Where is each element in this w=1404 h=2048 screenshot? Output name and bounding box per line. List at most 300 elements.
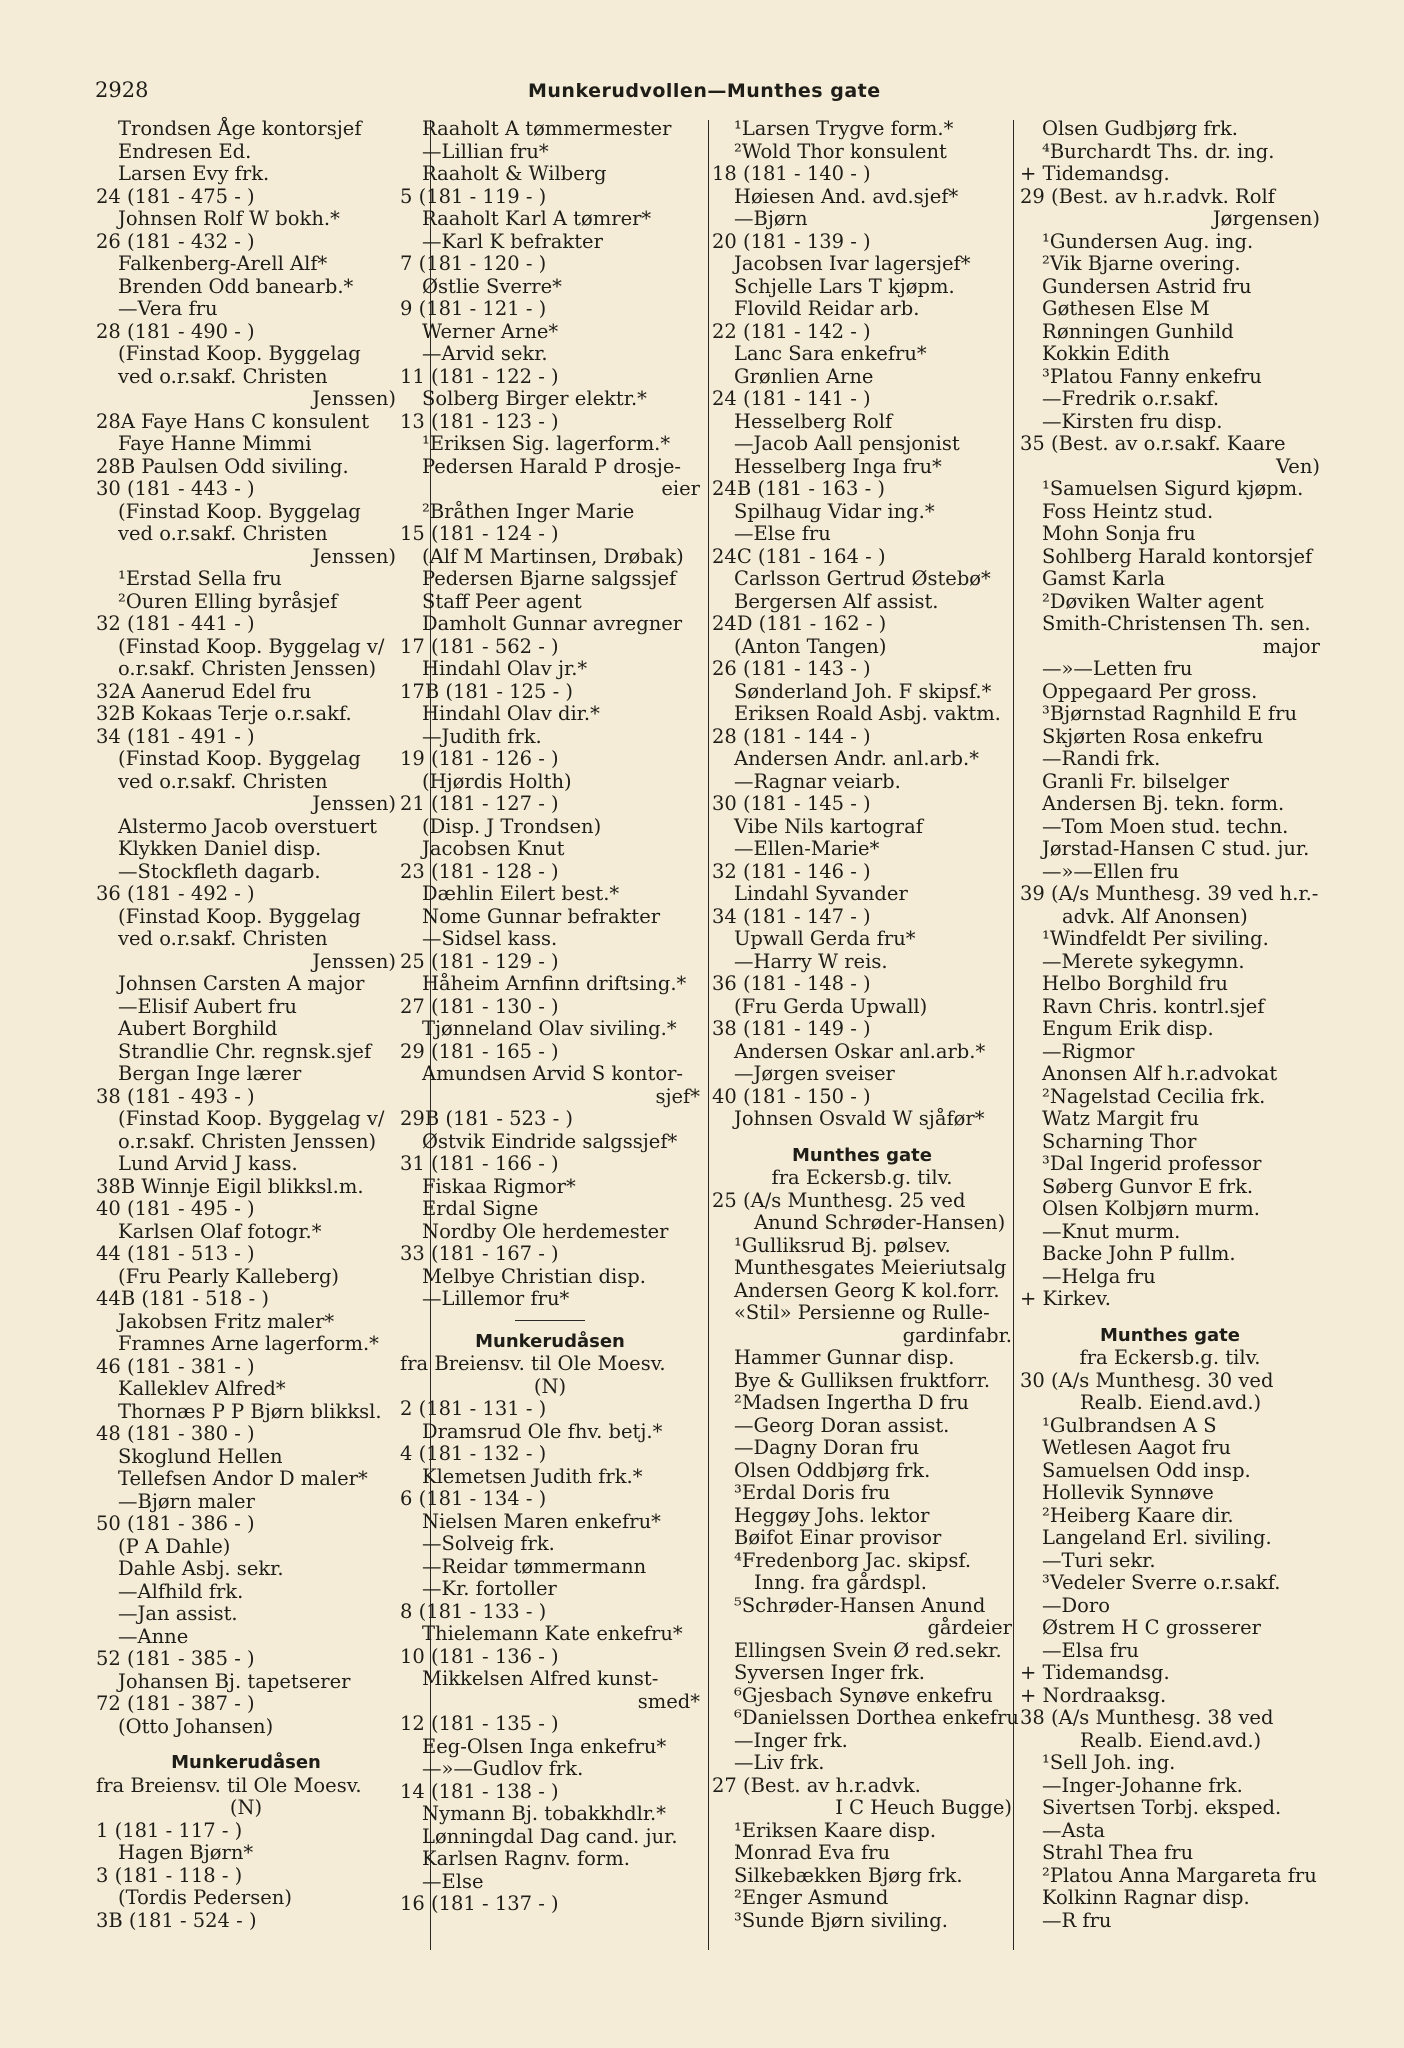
directory-line: Brenden Odd banearb.*: [118, 274, 354, 298]
directory-line: Dæhlin Eilert best.*: [422, 882, 620, 905]
directory-line: 17B (181 - 125 - ): [400, 679, 573, 703]
directory-line: (Fru Gerda Upwall): [734, 994, 928, 1018]
directory-line: 25 (181 - 129 - ): [400, 949, 559, 973]
directory-line: —Helga fru: [1042, 1264, 1156, 1288]
directory-line: Hammer Gunnar disp.: [734, 1346, 955, 1369]
directory-line: ved o.r.sakf. Christen: [118, 769, 328, 793]
directory-line: ¹Larsen Trygve form.*: [734, 117, 954, 140]
directory-line: 6 (181 - 134 - ): [400, 1487, 547, 1510]
directory-line: 28A Faye Hans C konsulent: [96, 409, 370, 433]
directory-line: —Elsa fru: [1042, 1638, 1139, 1662]
directory-line: 22 (181 - 142 - ): [712, 319, 871, 343]
directory-line: Andersen Georg K kol.forr.: [734, 1278, 1000, 1302]
directory-line: Anund Schrøder-Hansen): [754, 1211, 1006, 1234]
directory-line: Johnsen Osvald W sjåfør*: [734, 1107, 985, 1130]
directory-line: Watz Margit fru: [1042, 1107, 1200, 1130]
directory-line: 30 (181 - 443 - ): [96, 477, 255, 500]
directory-line: —Lillian fru*: [422, 139, 549, 163]
directory-line: Ven): [1276, 454, 1320, 478]
directory-line: ²Heiberg Kaare dir.: [1042, 1503, 1234, 1527]
directory-line: Hindahl Olav jr.*: [422, 657, 588, 680]
directory-line: ⁶Danielssen Dorthea enkefru: [734, 1706, 1019, 1729]
directory-line: + Nordraaksg.: [1020, 1683, 1167, 1707]
directory-line: ³Erdal Doris fru: [734, 1481, 891, 1504]
directory-line: Sivertsen Torbj. eksped.: [1042, 1796, 1282, 1819]
directory-line: 28 (181 - 490 - ): [96, 319, 255, 343]
directory-line: 72 (181 - 387 - ): [96, 1692, 255, 1715]
directory-line: ³Vedeler Sverre o.r.sakf.: [1042, 1571, 1281, 1594]
directory-line: —Inger frk.: [734, 1728, 848, 1752]
spacer: [96, 1738, 396, 1752]
directory-line: Faye Hanne Mimmi: [118, 432, 312, 455]
directory-line: 24B (181 - 163 - ): [712, 477, 885, 500]
directory-line: Larsen Evy frk.: [118, 162, 270, 185]
directory-line: —Inger-Johanne frk.: [1042, 1773, 1243, 1797]
directory-line: —Asta: [1042, 1818, 1106, 1842]
directory-line: Upwall Gerda fru*: [734, 927, 916, 950]
directory-line: 24 (181 - 475 - ): [96, 184, 255, 208]
directory-line: —»—Letten fru: [1042, 657, 1193, 680]
directory-line: Solberg Birger elektr.*: [422, 387, 647, 410]
directory-line: ¹Gundersen Aug. ing.: [1042, 229, 1254, 253]
directory-line: 30 (A/s Munthesg. 30 ved: [1020, 1368, 1274, 1392]
directory-line: 44 (181 - 513 - ): [96, 1242, 255, 1265]
directory-line: (P A Dahle): [118, 1534, 231, 1558]
directory-line: Østvik Eindride salgssjef*: [422, 1129, 678, 1153]
directory-line: Endresen Ed.: [118, 139, 252, 163]
directory-line: (Hjørdis Holth): [422, 769, 572, 793]
directory-line: 39 (A/s Munthesg. 39 ved h.r.-: [1020, 882, 1319, 905]
directory-line: Flovild Reidar arb.: [734, 297, 920, 320]
directory-line: Dahle Asbj. sekr.: [118, 1557, 284, 1580]
directory-line: ved o.r.sakf. Christen: [118, 522, 328, 545]
directory-line: Eeg-Olsen Inga enkefru*: [422, 1734, 667, 1758]
directory-line: 48 (181 - 380 - ): [96, 1422, 255, 1445]
directory-line: —Rigmor: [1042, 1039, 1135, 1063]
directory-line: 9 (181 - 121 - ): [400, 297, 547, 320]
directory-line: Høiesen And. avd.sjef*: [734, 184, 959, 208]
directory-line: (Finstad Koop. Byggelag: [118, 904, 361, 928]
directory-line: 38 (181 - 149 - ): [712, 1017, 871, 1040]
directory-line: (Finstad Koop. Byggelag v/: [118, 1107, 385, 1130]
directory-line: 38B Winnje Eigil blikksl.m.: [96, 1174, 364, 1198]
directory-line: 34 (181 - 147 - ): [712, 904, 871, 928]
directory-line: —Jan assist.: [118, 1602, 238, 1625]
directory-line: Bøifot Einar provisor: [734, 1526, 942, 1549]
directory-line: ⁵Schrøder-Hansen Anund: [734, 1593, 986, 1617]
directory-line: Wetlesen Aagot fru: [1042, 1436, 1231, 1459]
directory-line: ³Dal Ingerid professor: [1042, 1152, 1262, 1175]
directory-line: 26 (181 - 432 - ): [96, 229, 255, 253]
directory-line: Foss Heintz stud.: [1042, 499, 1214, 523]
directory-line: 29B (181 - 523 - ): [400, 1107, 573, 1130]
directory-line: Klykken Daniel disp.: [118, 837, 322, 860]
directory-line: Sohlberg Harald kontorsjef: [1042, 544, 1313, 568]
directory-line: Realb. Eiend.avd.): [1080, 1728, 1262, 1752]
directory-line: Syversen Inger frk.: [734, 1661, 925, 1684]
directory-line: —Jørgen sveiser: [734, 1062, 895, 1085]
directory-line: (Finstad Koop. Byggelag: [118, 342, 361, 365]
directory-line: —Lillemor fru*: [422, 1287, 570, 1310]
directory-line: 10 (181 - 136 - ): [400, 1644, 559, 1668]
directory-line: o.r.sakf. Christen Jenssen): [118, 657, 377, 680]
directory-line: (N): [229, 1796, 263, 1819]
directory-line: Jakobsen Fritz maler*: [118, 1309, 335, 1333]
directory-line: 16 (181 - 137 - ): [400, 1892, 559, 1915]
directory-line: Amundsen Arvid S kontor-: [422, 1062, 683, 1085]
directory-line: 35 (Best. av o.r.sakf. Kaare: [1020, 432, 1286, 455]
directory-line: Spilhaug Vidar ing.*: [734, 499, 935, 523]
directory-line: Jenssen): [312, 949, 396, 973]
street-heading: Munthes gate: [1100, 1324, 1240, 1346]
directory-line: Heggøy Johs. lektor: [734, 1503, 930, 1527]
directory-line: Silkebækken Bjørg frk.: [734, 1863, 963, 1887]
directory-line: Strandlie Chr. regnsk.sjef: [118, 1039, 372, 1063]
directory-line: advk. Alf Anonsen): [1062, 904, 1248, 928]
directory-line: Backe John P fullm.: [1042, 1242, 1236, 1265]
directory-line: Scharning Thor: [1042, 1129, 1197, 1153]
directory-line: Granli Fr. bilselger: [1042, 769, 1229, 793]
directory-line: Framnes Arne lagerform.*: [118, 1332, 379, 1355]
column-2: [400, 118, 700, 1916]
directory-line: 27 (181 - 130 - ): [400, 994, 559, 1018]
directory-line: —»—Gudlov frk.: [422, 1757, 584, 1780]
directory-line: ¹Eriksen Kaare disp.: [734, 1818, 937, 1842]
directory-line: 29 (181 - 165 - ): [400, 1039, 559, 1063]
directory-line: Gamst Karla: [1042, 567, 1166, 590]
directory-line: eier: [661, 477, 700, 500]
directory-line: Thornæs P P Bjørn blikksl.: [118, 1399, 382, 1423]
directory-line: Werner Arne*: [422, 319, 559, 343]
directory-line: ved o.r.sakf. Christen: [118, 364, 328, 388]
directory-line: sjef*: [655, 1084, 700, 1108]
directory-line: 5 (181 - 119 - ): [400, 184, 547, 208]
directory-line: —Jacob Aall pensjonist: [734, 432, 960, 455]
directory-line: —Dagny Doran fru: [734, 1436, 920, 1459]
directory-line: Thielemann Kate enkefru*: [422, 1622, 683, 1645]
directory-line: fra Eckersb.g. tilv.: [771, 1166, 953, 1189]
directory-line: Hesselberg Inga fru*: [734, 454, 942, 478]
directory-line: ³Bjørnstad Ragnhild E fru: [1042, 702, 1298, 725]
directory-line: (Tordis Pedersen): [118, 1886, 292, 1909]
directory-line: Bergan Inge lærer: [118, 1062, 302, 1085]
directory-line: —Elisif Aubert fru: [118, 994, 297, 1018]
directory-line: 20 (181 - 139 - ): [712, 229, 871, 253]
directory-line: Fiskaa Rigmor*: [422, 1174, 576, 1198]
directory-line: —Ellen-Marie*: [734, 837, 880, 860]
directory-line: Trondsen Åge kontorsjef: [118, 117, 362, 140]
directory-line: Aubert Borghild: [118, 1017, 278, 1040]
directory-line: ²Bråthen Inger Marie: [422, 499, 635, 523]
directory-line: —Anne: [118, 1624, 189, 1648]
directory-line: ¹Eriksen Sig. lagerform.*: [422, 432, 671, 455]
directory-line: Pedersen Bjarne salgssjef: [422, 567, 677, 590]
column-1: [96, 118, 396, 1932]
directory-line: Strahl Thea fru: [1042, 1841, 1194, 1864]
directory-line: 31 (181 - 166 - ): [400, 1152, 559, 1175]
directory-line: —Judith frk.: [422, 724, 542, 748]
directory-line: Alstermo Jacob overstuert: [118, 814, 377, 838]
directory-line: 2 (181 - 131 - ): [400, 1397, 547, 1420]
directory-line: —Knut murm.: [1042, 1219, 1181, 1243]
directory-line: —Randi frk.: [1042, 747, 1161, 770]
directory-line: ²Vik Bjarne overing.: [1042, 252, 1241, 275]
directory-line: Olsen Kolbjørn murm.: [1042, 1197, 1260, 1220]
directory-line: Bergersen Alf assist.: [734, 589, 939, 613]
directory-line: Jenssen): [312, 387, 396, 410]
directory-line: Søberg Gunvor E frk.: [1042, 1174, 1254, 1198]
directory-line: 34 (181 - 491 - ): [96, 724, 255, 748]
directory-line: Nome Gunnar befrakter: [422, 904, 661, 928]
directory-line: Tjønneland Olav siviling.*: [422, 1017, 677, 1040]
directory-line: —Bjørn maler: [118, 1489, 255, 1513]
directory-line: —Sidsel kass.: [422, 927, 558, 950]
directory-line: Raaholt A tømmermester: [422, 117, 672, 140]
directory-line: —Alfhild frk.: [118, 1579, 244, 1603]
directory-line: Rønningen Gunhild: [1042, 319, 1234, 343]
directory-line: ¹Erstad Sella fru: [118, 567, 282, 590]
page-number: 2928: [95, 78, 149, 102]
directory-line: Jenssen): [312, 792, 396, 815]
directory-line: 38 (A/s Munthesg. 38 ved: [1020, 1706, 1274, 1729]
directory-line: Østlie Sverre*: [422, 274, 562, 298]
directory-line: 24D (181 - 162 - ): [712, 612, 887, 635]
directory-line: (Disp. J Trondsen): [422, 814, 602, 838]
directory-line: Falkenberg-Arell Alf*: [118, 252, 328, 275]
column-divider-2: [708, 120, 709, 1950]
directory-line: Pedersen Harald P drosje-: [422, 454, 681, 478]
directory-line: Mikkelsen Alfred kunst-: [422, 1667, 659, 1690]
directory-line: Andersen Bj. tekn. form.: [1042, 792, 1285, 815]
directory-line: ²Platou Anna Margareta fru: [1042, 1863, 1317, 1887]
directory-line: —Reidar tømmermann: [422, 1554, 647, 1578]
directory-line: Lanc Sara enkefru*: [734, 342, 927, 365]
directory-line: Karlsen Olaf fotogr.*: [118, 1219, 322, 1243]
directory-line: 21 (181 - 127 - ): [400, 792, 559, 815]
directory-line: 32A Aanerud Edel fru: [96, 679, 312, 703]
directory-line: 13 (181 - 123 - ): [400, 409, 559, 433]
directory-line: (Finstad Koop. Byggelag: [118, 499, 361, 523]
directory-line: Langeland Erl. siviling.: [1042, 1526, 1272, 1549]
directory-line: Schjelle Lars T kjøpm.: [734, 274, 955, 298]
directory-line: 24 (181 - 141 - ): [712, 387, 871, 410]
directory-line: (Finstad Koop. Byggelag: [118, 747, 361, 770]
directory-line: —Tom Moen stud. techn.: [1042, 814, 1289, 838]
directory-line: —Fredrik o.r.sakf.: [1042, 387, 1220, 410]
directory-line: 27 (Best. av h.r.advk.: [712, 1773, 921, 1797]
street-heading: Munthes gate: [792, 1144, 932, 1166]
directory-line: «Stil» Persienne og Rulle-: [734, 1301, 990, 1324]
directory-line: Nielsen Maren enkefru*: [422, 1509, 661, 1533]
street-heading: Munkerudåsen: [171, 1752, 321, 1773]
directory-line: Andersen Andr. anl.arb.*: [734, 747, 979, 770]
directory-line: Olsen Gudbjørg frk.: [1042, 117, 1238, 140]
directory-line: Helbo Borghild fru: [1042, 972, 1228, 995]
directory-line: 19 (181 - 126 - ): [400, 747, 559, 770]
directory-line: 50 (181 - 386 - ): [96, 1512, 255, 1535]
directory-line: 8 (181 - 133 - ): [400, 1599, 547, 1623]
directory-line: —Solveig frk.: [422, 1532, 555, 1555]
directory-line: Raaholt Karl A tømrer*: [422, 207, 652, 230]
directory-line: Lund Arvid J kass.: [118, 1152, 298, 1175]
directory-line: + Tidemandsg.: [1020, 162, 1170, 185]
directory-line: Hollevik Synnøve: [1042, 1481, 1214, 1504]
directory-line: Nordby Ole herdemester: [422, 1219, 669, 1243]
directory-line: Johnsen Rolf W bokh.*: [118, 207, 340, 230]
directory-line: Hagen Bjørn*: [118, 1841, 254, 1864]
directory-line: ved o.r.sakf. Christen: [118, 927, 328, 950]
directory-line: Klemetsen Judith frk.*: [422, 1464, 643, 1488]
directory-line: Jørgensen): [1212, 207, 1320, 230]
directory-line: Tellefsen Andor D maler*: [118, 1467, 368, 1490]
directory-line: Oppegaard Per gross.: [1042, 679, 1258, 703]
directory-line: gårdeier: [927, 1616, 1012, 1639]
directory-line: —»—Ellen fru: [1042, 859, 1180, 883]
directory-line: 3 (181 - 118 - ): [96, 1863, 243, 1887]
directory-line: 28 (181 - 144 - ): [712, 724, 871, 748]
directory-line: —Harry W reis.: [734, 949, 888, 973]
directory-line: Karlsen Ragnv. form.: [422, 1847, 630, 1870]
directory-line: 36 (181 - 148 - ): [712, 972, 871, 995]
directory-line: 4 (181 - 132 - ): [400, 1442, 547, 1465]
directory-line: Vibe Nils kartograf: [734, 814, 923, 838]
directory-line: 18 (181 - 140 - ): [712, 162, 871, 185]
directory-line: 32B Kokaas Terje o.r.sakf.: [96, 702, 352, 725]
directory-line: fra Breiensv. til Ole Moesv.: [400, 1352, 666, 1375]
directory-line: —Stockfleth dagarb.: [118, 859, 321, 883]
directory-line: Jenssen): [312, 544, 396, 568]
directory-line: —Turi sekr.: [1042, 1548, 1156, 1572]
directory-line: Nymann Bj. tobakkhdlr.*: [422, 1802, 667, 1825]
directory-line: —Else fru: [734, 522, 831, 545]
directory-line: Samuelsen Odd insp.: [1042, 1458, 1251, 1482]
directory-line: —Vera fru: [118, 297, 218, 320]
directory-line: —Georg Doran assist.: [734, 1413, 950, 1437]
directory-line: 12 (181 - 135 - ): [400, 1712, 559, 1735]
directory-line: smed*: [637, 1689, 700, 1713]
directory-line: 30 (181 - 145 - ): [712, 792, 871, 815]
directory-line: Bye & Gulliksen fruktforr.: [734, 1368, 991, 1392]
directory-line: 1 (181 - 117 - ): [96, 1818, 243, 1842]
directory-line: Carlsson Gertrud Østebø*: [734, 567, 991, 590]
directory-line: 32 (181 - 146 - ): [712, 859, 871, 883]
directory-line: —R fru: [1042, 1908, 1112, 1932]
directory-line: ¹Sell Joh. ing.: [1042, 1751, 1176, 1774]
directory-line: ²Døviken Walter agent: [1042, 589, 1264, 613]
directory-line: —Karl K befrakter: [422, 229, 603, 253]
directory-line: Sønderland Joh. F skipsf.*: [734, 679, 992, 703]
directory-line: Østrem H C grosserer: [1042, 1616, 1261, 1639]
directory-line: ³Platou Fanny enkefru: [1042, 364, 1262, 388]
directory-line: 26 (181 - 143 - ): [712, 657, 871, 680]
directory-line: —Else: [422, 1869, 484, 1893]
directory-line: Erdal Signe: [422, 1197, 539, 1220]
directory-line: Olsen Oddbjørg frk.: [734, 1458, 931, 1482]
directory-line: Lindahl Syvander: [734, 882, 908, 905]
directory-line: Johansen Bj. tapetserer: [118, 1669, 351, 1693]
directory-line: Monrad Eva fru: [734, 1841, 891, 1864]
directory-line: Dramsrud Ole fhv. betj.*: [422, 1419, 663, 1443]
directory-line: ¹Windfeldt Per siviling.: [1042, 927, 1269, 950]
directory-line: —Arvid sekr.: [422, 342, 548, 365]
directory-line: 7 (181 - 120 - ): [400, 252, 547, 275]
directory-line: ¹Gulbrandsen A S: [1042, 1413, 1217, 1437]
directory-line: Kalleklev Alfred*: [118, 1377, 286, 1400]
directory-line: Jørstad-Hansen C stud. jur.: [1042, 837, 1310, 860]
directory-line: 40 (181 - 150 - ): [712, 1084, 871, 1108]
directory-line: (Finstad Koop. Byggelag v/: [118, 634, 385, 658]
directory-line: Ravn Chris. kontrl.sjef: [1042, 994, 1265, 1018]
directory-line: gardinfabr.: [902, 1323, 1012, 1347]
column-divider-3: [1013, 120, 1014, 1950]
directory-line: —Kirsten fru disp.: [1042, 409, 1223, 433]
directory-line: Damholt Gunnar avregner: [422, 612, 683, 635]
directory-line: Engum Erik disp.: [1042, 1017, 1214, 1040]
directory-line: ⁴Fredenborg Jac. skipsf.: [734, 1548, 972, 1572]
directory-line: ²Ouren Elling byråsjef: [118, 589, 338, 613]
directory-line: Skoglund Hellen: [118, 1444, 283, 1468]
directory-line: ²Madsen Ingertha D fru: [734, 1391, 969, 1414]
directory-line: Mohn Sonja fru: [1042, 522, 1196, 545]
directory-line: ⁴Burchardt Ths. dr. ing.: [1042, 139, 1275, 163]
column-4: [1020, 118, 1320, 1932]
directory-line: (Anton Tangen): [734, 634, 887, 658]
directory-line: 17 (181 - 562 - ): [400, 634, 559, 658]
directory-line: Staff Peer agent: [422, 589, 582, 613]
column-3: [712, 117, 1019, 1932]
directory-line: —Ragnar veiarb.: [734, 769, 901, 793]
street-heading: Munkerudåsen: [475, 1330, 625, 1352]
directory-line: ¹Samuelsen Sigurd kjøpm.: [1042, 477, 1304, 500]
directory-line: Anonsen Alf h.r.advokat: [1042, 1062, 1278, 1085]
directory-line: o.r.sakf. Christen Jenssen): [118, 1129, 377, 1153]
directory-line: Raaholt & Wilberg: [422, 162, 607, 185]
directory-line: Melbye Christian disp.: [422, 1264, 646, 1288]
directory-line: —Kr. fortoller: [422, 1577, 557, 1600]
directory-line: Johnsen Carsten A major: [118, 972, 365, 995]
directory-line: 11 (181 - 122 - ): [400, 364, 559, 388]
directory-line: 15 (181 - 124 - ): [400, 522, 559, 545]
directory-line: + Tidemandsg.: [1020, 1661, 1170, 1684]
running-head: Munkerudvollen—Munthes gate: [528, 80, 881, 102]
directory-line: fra Breiensv. til Ole Moesv.: [96, 1773, 362, 1797]
directory-line: 14 (181 - 138 - ): [400, 1779, 559, 1803]
spacer: [712, 1131, 1012, 1145]
directory-line: (Alf M Martinsen, Drøbak): [422, 544, 684, 568]
directory-line: + Kirkev.: [1020, 1287, 1111, 1310]
directory-line: Kolkinn Ragnar disp.: [1042, 1886, 1250, 1909]
directory-line: 36 (181 - 492 - ): [96, 882, 255, 905]
directory-line: Lønningdal Dag cand. jur.: [422, 1824, 678, 1848]
directory-line: ¹Gulliksrud Bj. pølsev.: [734, 1233, 951, 1257]
directory-line: 46 (181 - 381 - ): [96, 1354, 255, 1378]
directory-line: Andersen Oskar anl.arb.*: [734, 1039, 986, 1063]
directory-line: Håheim Arnfinn driftsing.*: [422, 972, 687, 995]
directory-line: 44B (181 - 518 - ): [96, 1287, 269, 1310]
directory-line: 28B Paulsen Odd siviling.: [96, 454, 349, 478]
directory-line: ²Enger Asmund: [734, 1886, 889, 1909]
directory-line: Ellingsen Svein Ø red.sekr.: [734, 1638, 1002, 1662]
directory-line: 40 (181 - 495 - ): [96, 1197, 255, 1220]
directory-line: —Liv frk.: [734, 1751, 825, 1774]
directory-line: Jacobsen Knut: [422, 837, 565, 860]
directory-line: 24C (181 - 164 - ): [712, 544, 886, 568]
directory-line: —Merete sykegymn.: [1042, 949, 1245, 973]
directory-line: fra Eckersb.g. tilv.: [1079, 1346, 1261, 1369]
directory-line: —Bjørn: [734, 207, 808, 230]
directory-line: I C Heuch Bugge): [835, 1796, 1012, 1819]
directory-line: Grønlien Arne: [734, 364, 874, 388]
